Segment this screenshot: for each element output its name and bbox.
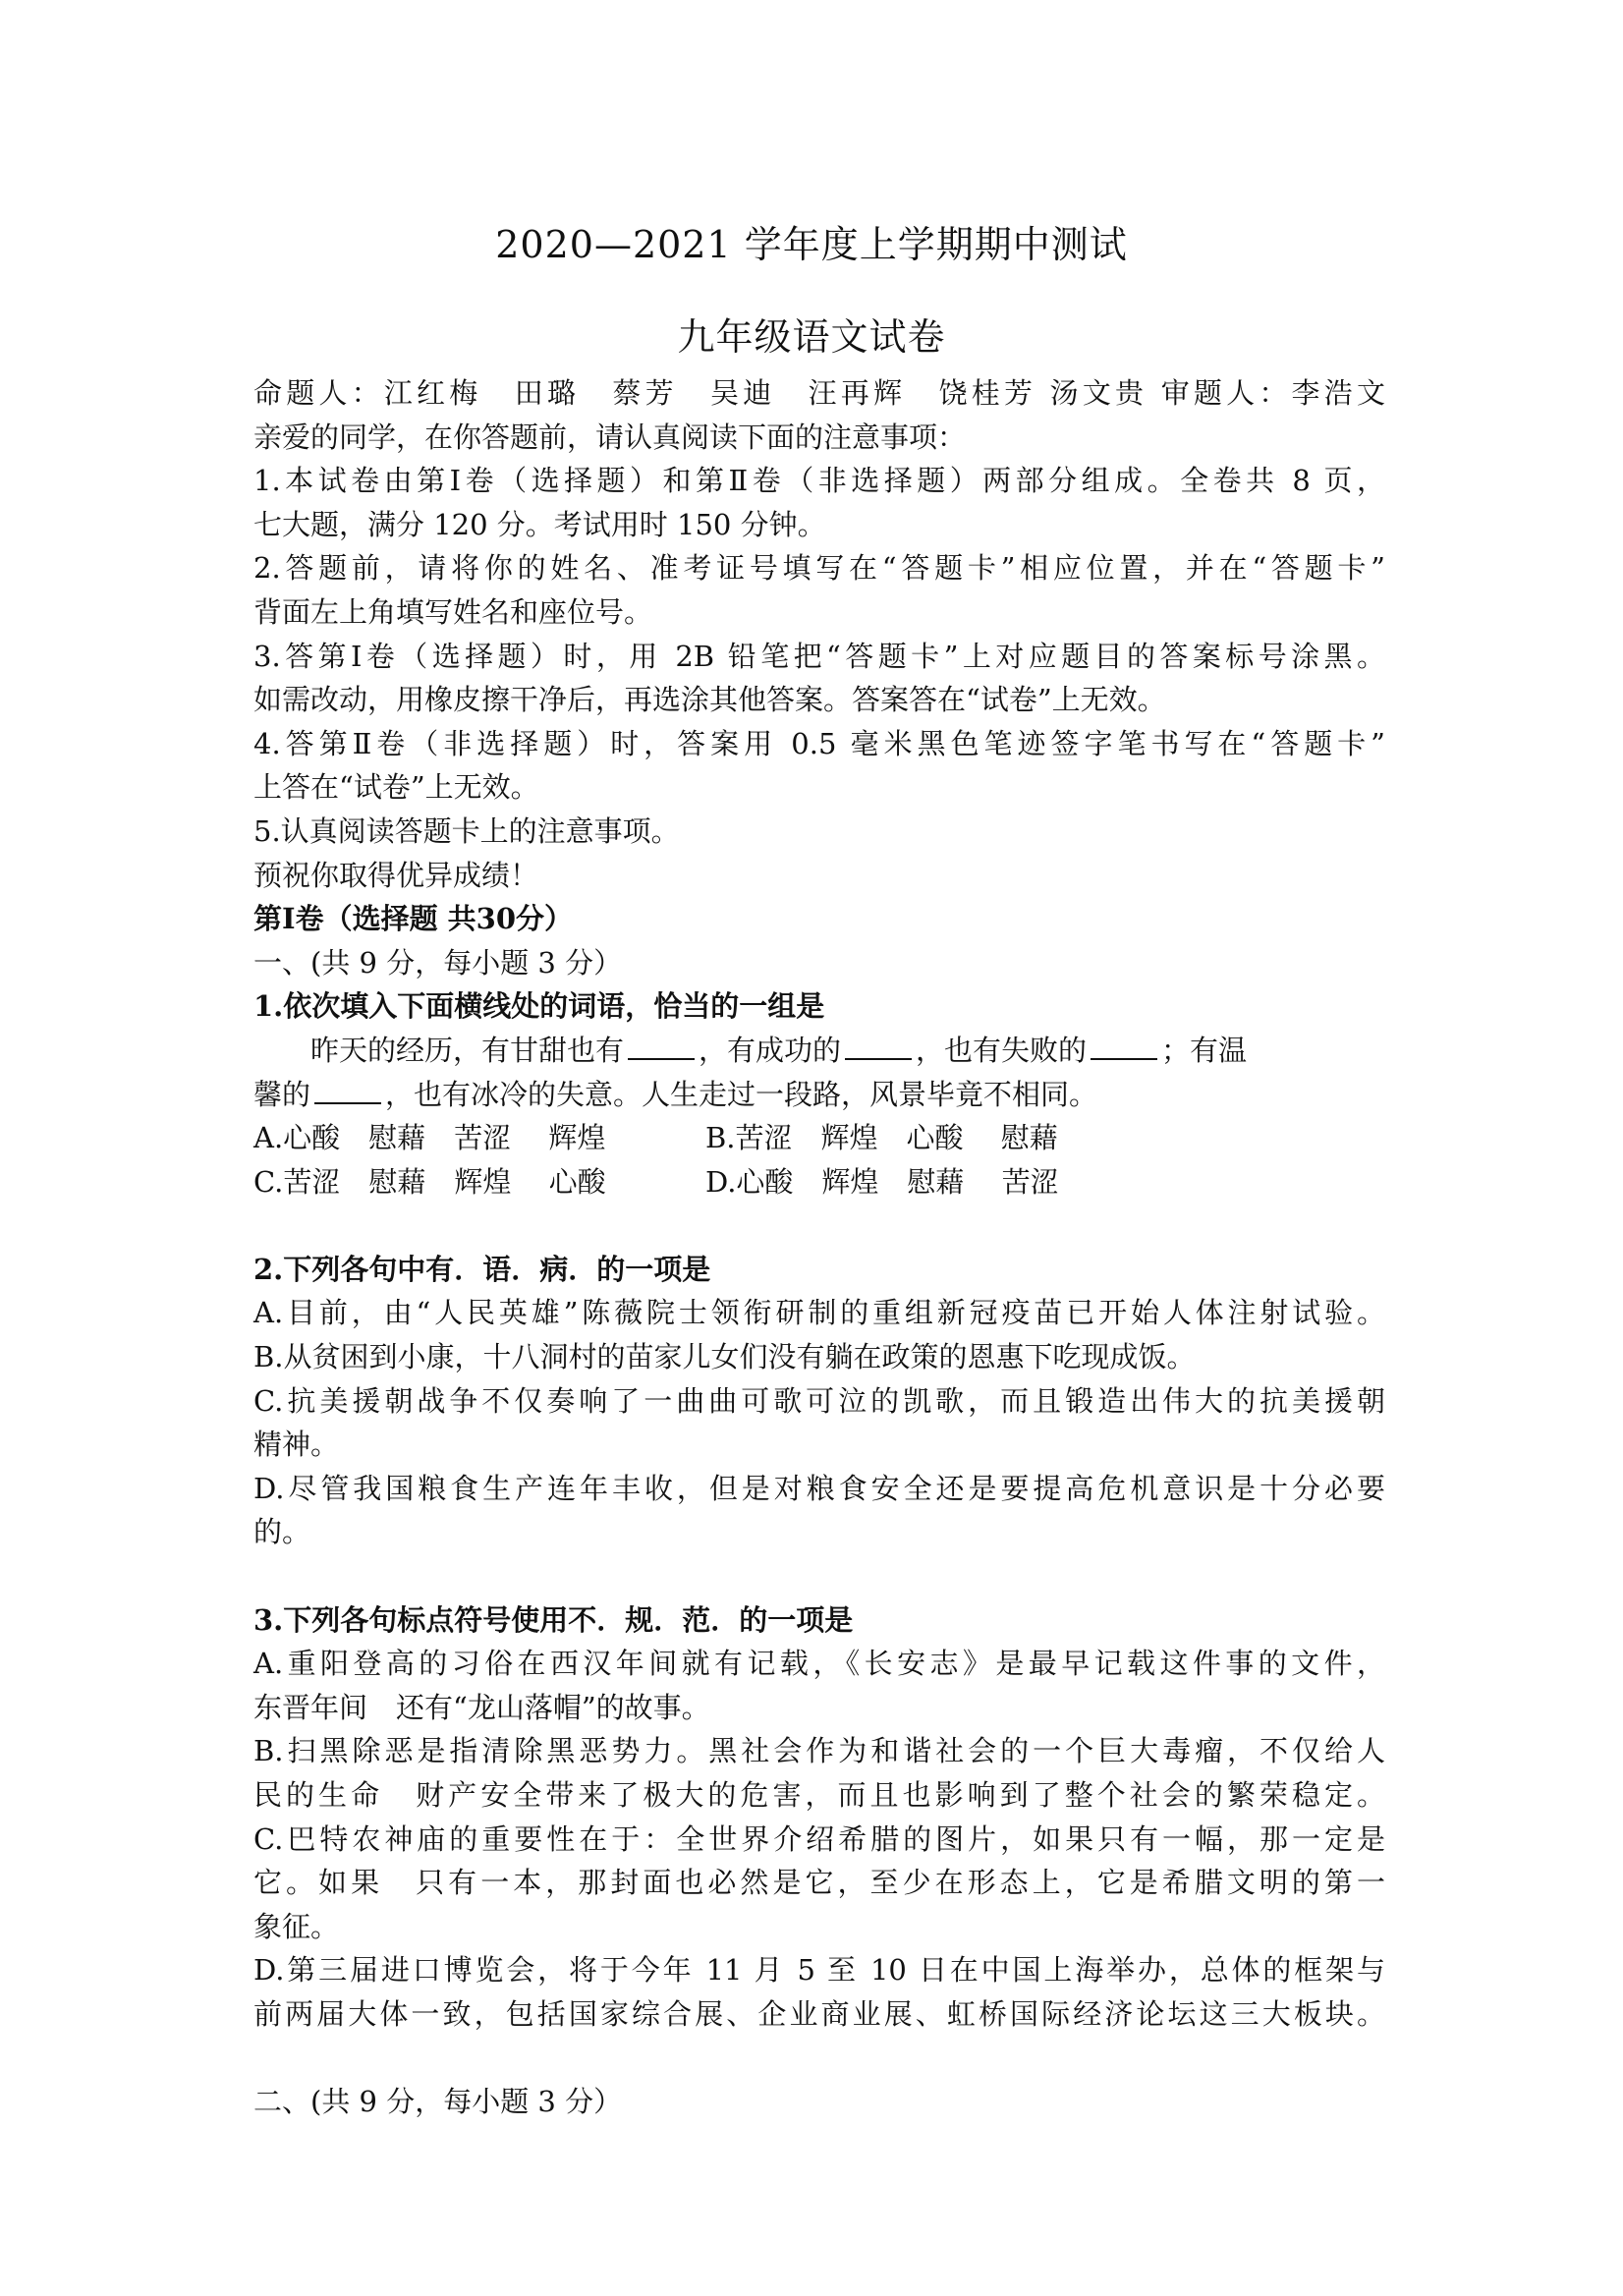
notice-1-line-2: 七大题，满分 120 分。考试用时 150 分钟。 [253, 507, 826, 541]
section-1-heading: 第Ⅰ卷（选择题 共30分） [253, 902, 574, 936]
question-3-option-d-line-2: 前两届大体一致，包括国家综合展、企业商业展、虹桥国际经济论坛这三大板块。 [253, 1996, 1385, 2031]
question-3-option-b-line-1: B.扫黑除恶是指清除黑恶势力。黑社会作为和谐社会的一个巨大毒瘤，不仅给人 [253, 1734, 1385, 1768]
question-1-options-row-1 [253, 1116, 1385, 1160]
notice-2-line-2: 背面左上角填写姓名和座位号。 [253, 594, 653, 629]
fill-blank [1091, 1029, 1157, 1060]
notice-4-line-2: 上答在“试卷”上无效。 [253, 770, 539, 805]
notice-3-line-2: 如需改动，用橡皮擦干净后，再选涂其他答案。答案答在“试卷”上无效。 [253, 683, 1166, 717]
part-2-heading: 二、(共 9 分，每小题 3 分） [253, 2085, 623, 2119]
question-2-option-b: B.从贫困到小康，十八洞村的苗家儿女们没有躺在政策的恩惠下吃现成饭。 [253, 1340, 1196, 1374]
option-c: C.苦涩 慰藉 辉煌 心酸 [253, 1164, 606, 1199]
passage-text: 昨天的经历，有甘甜也有 [310, 1033, 625, 1067]
notice-5-line: 5.认真阅读答题卡上的注意事项。 [253, 813, 680, 848]
question-3-stem: 3.下列各句标点符号使用不．规．范．的一项是 [253, 1602, 854, 1637]
authors-line: 命题人：江红梅 田璐 蔡芳 吴迪 汪再辉 饶桂芳 汤文贵 审题人：李浩文 [253, 376, 1385, 410]
question-3-option-c-line-1: C.巴特农神庙的重要性在于：全世界介绍希腊的图片，如果只有一幅，那一定是 [253, 1821, 1385, 1856]
question-3-option-a-line-2: 东晋年间 还有“龙山落帽”的故事。 [253, 1690, 710, 1724]
spacer [253, 1554, 1385, 1598]
fill-blank [628, 1029, 695, 1060]
passage-text: 馨的 [253, 1077, 311, 1111]
exam-title: 2020—2021 学年度上学期期中测试 [495, 223, 1128, 266]
question-2-option-c-line-2: 精神。 [253, 1428, 340, 1462]
question-3-option-c-line-3: 象征。 [253, 1909, 340, 1943]
passage-text: ，也有冰冷的失意。人生走过一段路，风景毕竟不相同。 [385, 1077, 1098, 1111]
passage-text: ；有温 [1161, 1033, 1248, 1067]
option-d: D.心酸 辉煌 慰藉 苦涩 [705, 1164, 1059, 1199]
question-1-passage-line-2 [253, 1073, 1385, 1117]
question-3-option-b-line-2: 民的生命 财产安全带来了极大的危害，而且也影响到了整个社会的繁荣稳定。 [253, 1778, 1385, 1812]
exam-content [253, 371, 1385, 2124]
question-3-option-d-line-1: D.第三届进口博览会，将于今年 11 月 5 至 10 日在中国上海举办，总体的框架与 [253, 1953, 1385, 1988]
question-3-option-a-line-1: A.重阳登高的习俗在西汉年间就有记载，《长安志》是最早记载这件事的文件， [253, 1647, 1385, 1681]
fill-blank [314, 1073, 381, 1104]
wish-line: 预祝你取得优异成绩！ [253, 858, 539, 892]
notice-2-line-1: 2.答题前，请将你的姓名、准考证号填写在“答题卡”相应位置，并在“答题卡” [253, 551, 1385, 586]
question-2-stem: 2.下列各句中有．语．病．的一项是 [253, 1252, 711, 1286]
question-2-option-d-line-1: D.尽管我国粮食生产连年丰收，但是对粮食安全还是要提高危机意识是十分必要 [253, 1471, 1385, 1505]
notice-4-line-1: 4.答第Ⅱ卷（非选择题）时，答案用 0.5 毫米黑色笔迹签字笔书写在“答题卡” [253, 726, 1385, 760]
exam-subtitle: 九年级语文试卷 [677, 315, 946, 359]
question-2-option-d-line-2: 的。 [253, 1515, 311, 1549]
option-b: B.苦涩 辉煌 心酸 慰藉 [705, 1121, 1058, 1155]
notice-3-line-1: 3.答第Ⅰ卷（选择题）时，用 2B 铅笔把“答题卡”上对应题目的答案标号涂黑。 [253, 639, 1385, 673]
question-2-option-a: A.目前，由“人民英雄”陈薇院士领衔研制的重组新冠疫苗已开始人体注射试验。 [253, 1296, 1385, 1330]
question-3-option-c-line-2: 它。如果 只有一本，那封面也必然是它，至少在形态上，它是希腊文明的第一 [253, 1866, 1385, 1900]
fill-blank [845, 1029, 912, 1060]
option-a: A.心酸 慰藉 苦涩 辉煌 [253, 1121, 606, 1155]
passage-text: ，有成功的 [699, 1033, 842, 1067]
question-2-option-c-line-1: C.抗美援朝战争不仅奏响了一曲曲可歌可泣的凯歌，而且锻造出伟大的抗美援朝 [253, 1383, 1385, 1418]
question-1-passage-line-1 [253, 1029, 1385, 1073]
passage-text: ，也有失败的 [916, 1033, 1088, 1067]
greeting-line: 亲爱的同学，在你答题前，请认真阅读下面的注意事项： [253, 420, 967, 454]
spacer [253, 1204, 1385, 1248]
part-1-heading: 一、(共 9 分，每小题 3 分） [253, 945, 623, 980]
notice-1-line-1: 1.本试卷由第Ⅰ卷（选择题）和第Ⅱ卷（非选择题）两部分组成。全卷共 8 页， [253, 464, 1385, 498]
question-1-options-row-2 [253, 1160, 1385, 1204]
question-1-stem: 1.依次填入下面横线处的词语，恰当的一组是 [253, 989, 825, 1024]
spacer [253, 2037, 1385, 2081]
